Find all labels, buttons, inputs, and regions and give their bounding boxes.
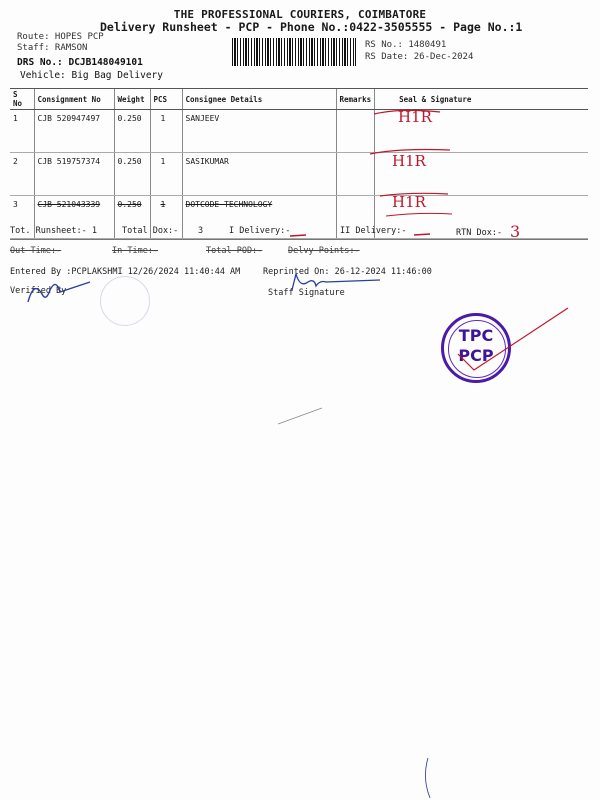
verified-by-label: Verified By — [10, 286, 67, 296]
cell-pcs: 1 — [150, 110, 182, 153]
tot-runsheet: Tot. Runsheet:- 1 — [10, 226, 97, 236]
table-header-row — [10, 89, 588, 110]
rtn-dox-handwritten: 3 — [510, 222, 521, 241]
reprinted-on: Reprinted On: 26-12-2024 11:46:00 — [263, 267, 432, 277]
i-delivery-label: I Delivery:- — [229, 226, 291, 236]
in-time-label: In Time:- — [112, 246, 159, 256]
vehicle-label: Vehicle: Big Bag Delivery — [20, 70, 163, 81]
total-dox-value: 3 — [198, 226, 204, 236]
stray-pen-mark — [276, 404, 326, 428]
ii-delivery-label: II Delivery:- — [340, 226, 407, 236]
col-header-consignment: Consignment No — [34, 89, 114, 110]
stamp-line1: TPC — [458, 326, 494, 345]
company-title: THE PROFESSIONAL COURIERS, COIMBATORE — [173, 8, 427, 21]
col-header-sno: S No — [10, 89, 34, 110]
cell-consignment: CJB 521043339 — [34, 196, 114, 239]
entered-by: Entered By :PCPLAKSHMI 12/26/2024 11:40:44 AM — [10, 267, 241, 277]
total-dox-label: Total Dox:- — [122, 226, 179, 236]
cell-pcs: 1 — [150, 153, 182, 196]
rs-date: RS Date: 26-Dec-2024 — [365, 52, 474, 62]
cell-weight: 0.250 — [114, 110, 150, 153]
total-pod-label: Total POD:- — [206, 246, 263, 256]
barcode-image — [232, 38, 356, 66]
cell-weight: 0.250 — [114, 196, 150, 239]
cell-sno: 1 — [10, 110, 34, 153]
delvy-points-label: Delvy Points:- — [288, 246, 360, 256]
stamp-check-stroke — [456, 304, 572, 376]
handwriting-strokes — [340, 96, 470, 236]
cell-consignment: CJB 519757374 — [34, 153, 114, 196]
handwritten-mark-row2: H1R — [392, 152, 426, 170]
cell-consignment: CJB 520947497 — [34, 110, 114, 153]
stray-edge-mark — [418, 756, 438, 800]
table-row — [10, 153, 588, 196]
cell-consignee: SASIKUMAR — [182, 153, 336, 196]
rtn-dox-label: RTN Dox:- — [456, 228, 503, 238]
col-header-consignee: Consignee Details — [182, 89, 336, 110]
out-time-label: Out Time:- — [10, 246, 62, 256]
rs-number: RS No.: 1480491 — [365, 40, 447, 50]
cell-consignee: SANJEEV — [182, 110, 336, 153]
verifier-signature — [20, 272, 110, 312]
staff-signature — [270, 268, 390, 298]
stamp-line2: PCP — [458, 346, 494, 365]
handwritten-mark-row1: H1R — [398, 108, 432, 126]
col-header-pcs: PCS — [150, 89, 182, 110]
cell-sno: 3 — [10, 196, 34, 239]
cell-sno: 2 — [10, 153, 34, 196]
col-header-weight: Weight — [114, 89, 150, 110]
col-header-seal: Seal & Signature — [375, 89, 588, 110]
staff-signature-label: Staff Signature — [268, 288, 345, 298]
route-label: Route: HOPES PCP — [17, 32, 104, 42]
staff-label: Staff: RAMSON — [17, 43, 88, 53]
table-row — [10, 110, 588, 153]
handwritten-mark-row3: H1R — [392, 193, 426, 211]
cell-weight: 0.250 — [114, 153, 150, 196]
col-header-remarks: Remarks — [336, 89, 375, 110]
faint-stamp-icon — [100, 276, 150, 326]
cell-pcs: 1 — [150, 196, 182, 239]
drs-number: DRS No.: DCJB148049101 — [17, 57, 143, 68]
runsheet-table — [10, 88, 588, 239]
runsheet-subtitle: Delivery Runsheet - PCP - Phone No.:0422-3505555 - Page No.:1 — [100, 20, 523, 34]
cell-consignee: DOTCODE TECHNOLOGY — [182, 196, 336, 239]
summary-divider — [10, 239, 588, 240]
